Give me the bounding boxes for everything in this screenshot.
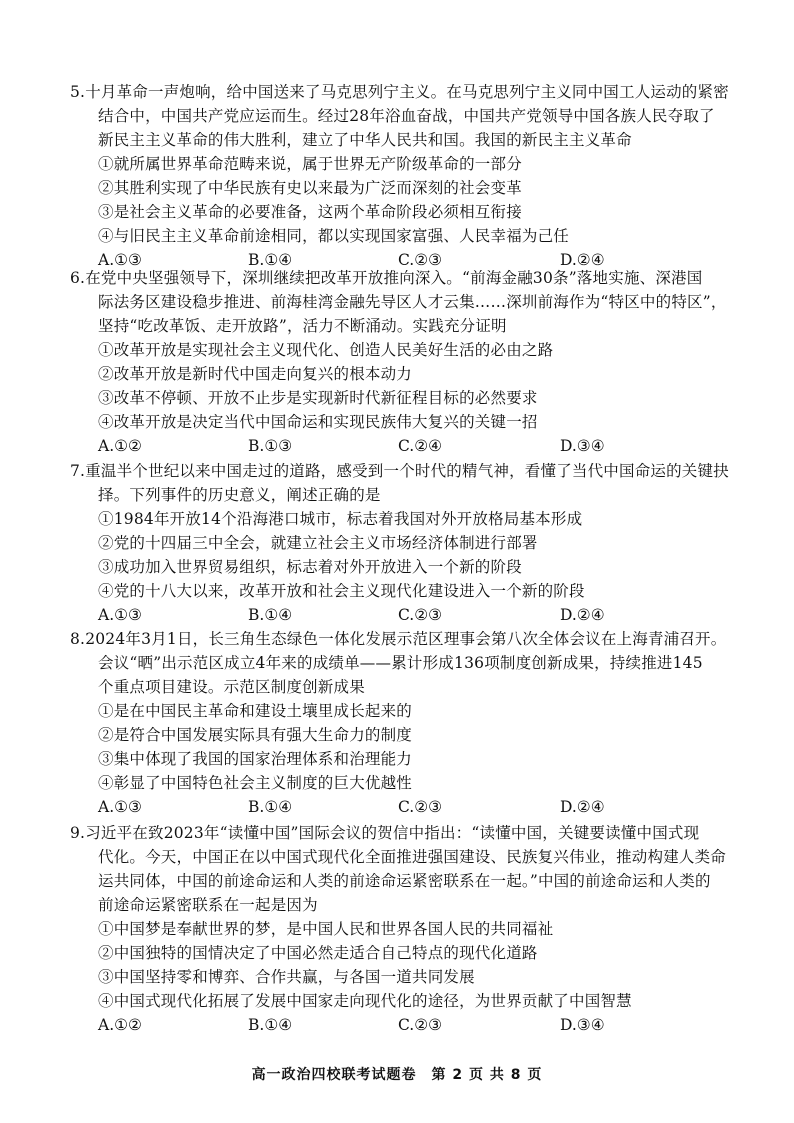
statement-option: ③成功加入世界贸易组织，标志着对外开放进入一个新的阶段 [98, 558, 522, 576]
question-stem-line: 7.重温半个世纪以来中国走过的道路，感受到一个时代的精气神，看懂了当代中国命运的关键抉 [70, 462, 729, 480]
question-stem-line: 前途命运紧密联系在一起是因为 [98, 896, 318, 914]
answer-choices [70, 1013, 770, 1037]
statement-option: ④中国式现代化拓展了发展中国家走向现代化的途径，为世界贡献了中国智慧 [98, 992, 632, 1010]
answer-choices [70, 603, 770, 627]
statement-option: ②中国独特的国情决定了中国必然走适合自己特点的现代化道路 [98, 944, 538, 962]
statement-option: ③中国坚持零和博弈、合作共赢，与各国一道共同发展 [98, 968, 475, 986]
question-stem-line: 际法务区建设稳步推进、前海桂湾金融先导区人才云集……深圳前海作为“特区中的特区”， [98, 293, 727, 311]
statement-option: ②改革开放是新时代中国走向复兴的根本动力 [98, 365, 413, 383]
question-stem-line: 运共同体，中国的前途命运和人类的前途命运紧密联系在一起。”中国的前途命运和人类的 [98, 872, 711, 890]
choice-c: C.②③ [398, 1016, 443, 1034]
statement-option: ②党的十四届三中全会，就建立社会主义市场经济体制进行部署 [98, 534, 538, 552]
statement-option: ③改革不停顿、开放不止步是实现新时代新征程目标的必然要求 [98, 389, 538, 407]
statement-option: ①是在中国民主革命和建设土壤里成长起来的 [98, 702, 413, 720]
question-5 [70, 80, 770, 272]
choice-d: D.②④ [560, 251, 605, 269]
statement-option: ④彰显了中国特色社会主义制度的巨大优越性 [98, 774, 413, 792]
choice-d: D.③④ [560, 437, 605, 455]
choice-a: A.①③ [98, 798, 142, 816]
statement-option: ①就所属世界革命范畴来说，属于世界无产阶级革命的一部分 [98, 155, 522, 173]
statement-option: ①改革开放是实现社会主义现代化、创造人民美好生活的必由之路 [98, 341, 554, 359]
question-stem-line: 代化。今天，中国正在以中国式现代化全面推进强国建设、民族复兴伟业，推动构建人类命 [98, 848, 727, 866]
question-stem-line: 结合中，中国共产党应运而生。经过28年浴血奋战，中国共产党领导中国各族人民夺取了 [98, 107, 715, 125]
choice-d: D.②④ [560, 798, 605, 816]
question-8 [70, 627, 770, 819]
statement-option: ④党的十八大以来，改革开放和社会主义现代化建设进入一个新的阶段 [98, 582, 585, 600]
statement-option: ①1984年开放14个沿海港口城市，标志着我国对外开放格局基本形成 [98, 510, 583, 528]
question-stem-line: 8.2024年3月1日，长三角生态绿色一体化发展示范区理事会第八次全体会议在上海青浦召开。 [70, 630, 727, 648]
choice-b: B.①④ [248, 606, 293, 624]
statement-option: ④改革开放是决定当代中国命运和实现民族伟大复兴的关键一招 [98, 413, 538, 431]
statement-option: ③集中体现了我国的国家治理体系和治理能力 [98, 750, 413, 768]
choice-a: A.①② [98, 437, 142, 455]
question-stem-line: 9.习近平在致2023年“读懂中国”国际会议的贺信中指出：“读懂中国，关键要读懂中国式现 [70, 824, 700, 842]
question-stem-line: 5.十月革命一声炮响，给中国送来了马克思列宁主义。在马克思列宁主义同中国工人运动的紧密 [70, 83, 729, 101]
statement-option: ②其胜利实现了中华民族有史以来最为广泛而深刻的社会变革 [98, 179, 522, 197]
choice-c: C.②④ [398, 437, 443, 455]
choice-a: A.①③ [98, 606, 142, 624]
question-stem-line: 择。下列事件的历史意义，阐述正确的是 [98, 486, 381, 504]
question-stem-line: 新民主主义革命的伟大胜利，建立了中华人民共和国。我国的新民主主义革命 [98, 131, 632, 149]
question-stem-line: 坚持“吃改革饭、走开放路”，活力不断涌动。实践充分证明 [98, 317, 507, 335]
question-stem-line: 会议“晒”出示范区成立4年来的成绩单——累计形成136项制度创新成果，持续推进145 [98, 654, 703, 672]
question-7 [70, 459, 770, 627]
choice-d: D.②④ [560, 606, 605, 624]
choice-d: D.③④ [560, 1016, 605, 1034]
choice-a: A.①③ [98, 251, 142, 269]
question-stem-line: 6.在党中央坚强领导下，深圳继续把改革开放推向深入。“前海金融30条”落地实施、深港国 [70, 269, 703, 287]
choice-b: B.①④ [248, 798, 293, 816]
choice-b: B.①③ [248, 437, 293, 455]
answer-choices [70, 795, 770, 819]
question-stem-line: 个重点项目建设。示范区制度创新成果 [98, 678, 365, 696]
choice-b: B.①④ [248, 251, 293, 269]
choice-a: A.①② [98, 1016, 142, 1034]
choice-b: B.①④ [248, 1016, 293, 1034]
statement-option: ②是符合中国发展实际具有强大生命力的制度 [98, 726, 413, 744]
answer-choices [70, 434, 770, 458]
question-6 [70, 266, 770, 458]
statement-option: ①中国梦是奉献世界的梦，是中国人民和世界各国人民的共同福祉 [98, 920, 554, 938]
choice-c: C.②③ [398, 798, 443, 816]
choice-c: C.②③ [398, 251, 443, 269]
statement-option: ④与旧民主主义革命前途相同，都以实现国家富强、人民幸福为己任 [98, 227, 570, 245]
statement-option: ③是社会主义革命的必要准备，这两个革命阶段必须相互衔接 [98, 203, 522, 221]
choice-c: C.②③ [398, 606, 443, 624]
page-footer: 高一政治四校联考试题卷 第 2 页 共 8 页 [251, 1067, 543, 1083]
question-9 [70, 821, 770, 1037]
